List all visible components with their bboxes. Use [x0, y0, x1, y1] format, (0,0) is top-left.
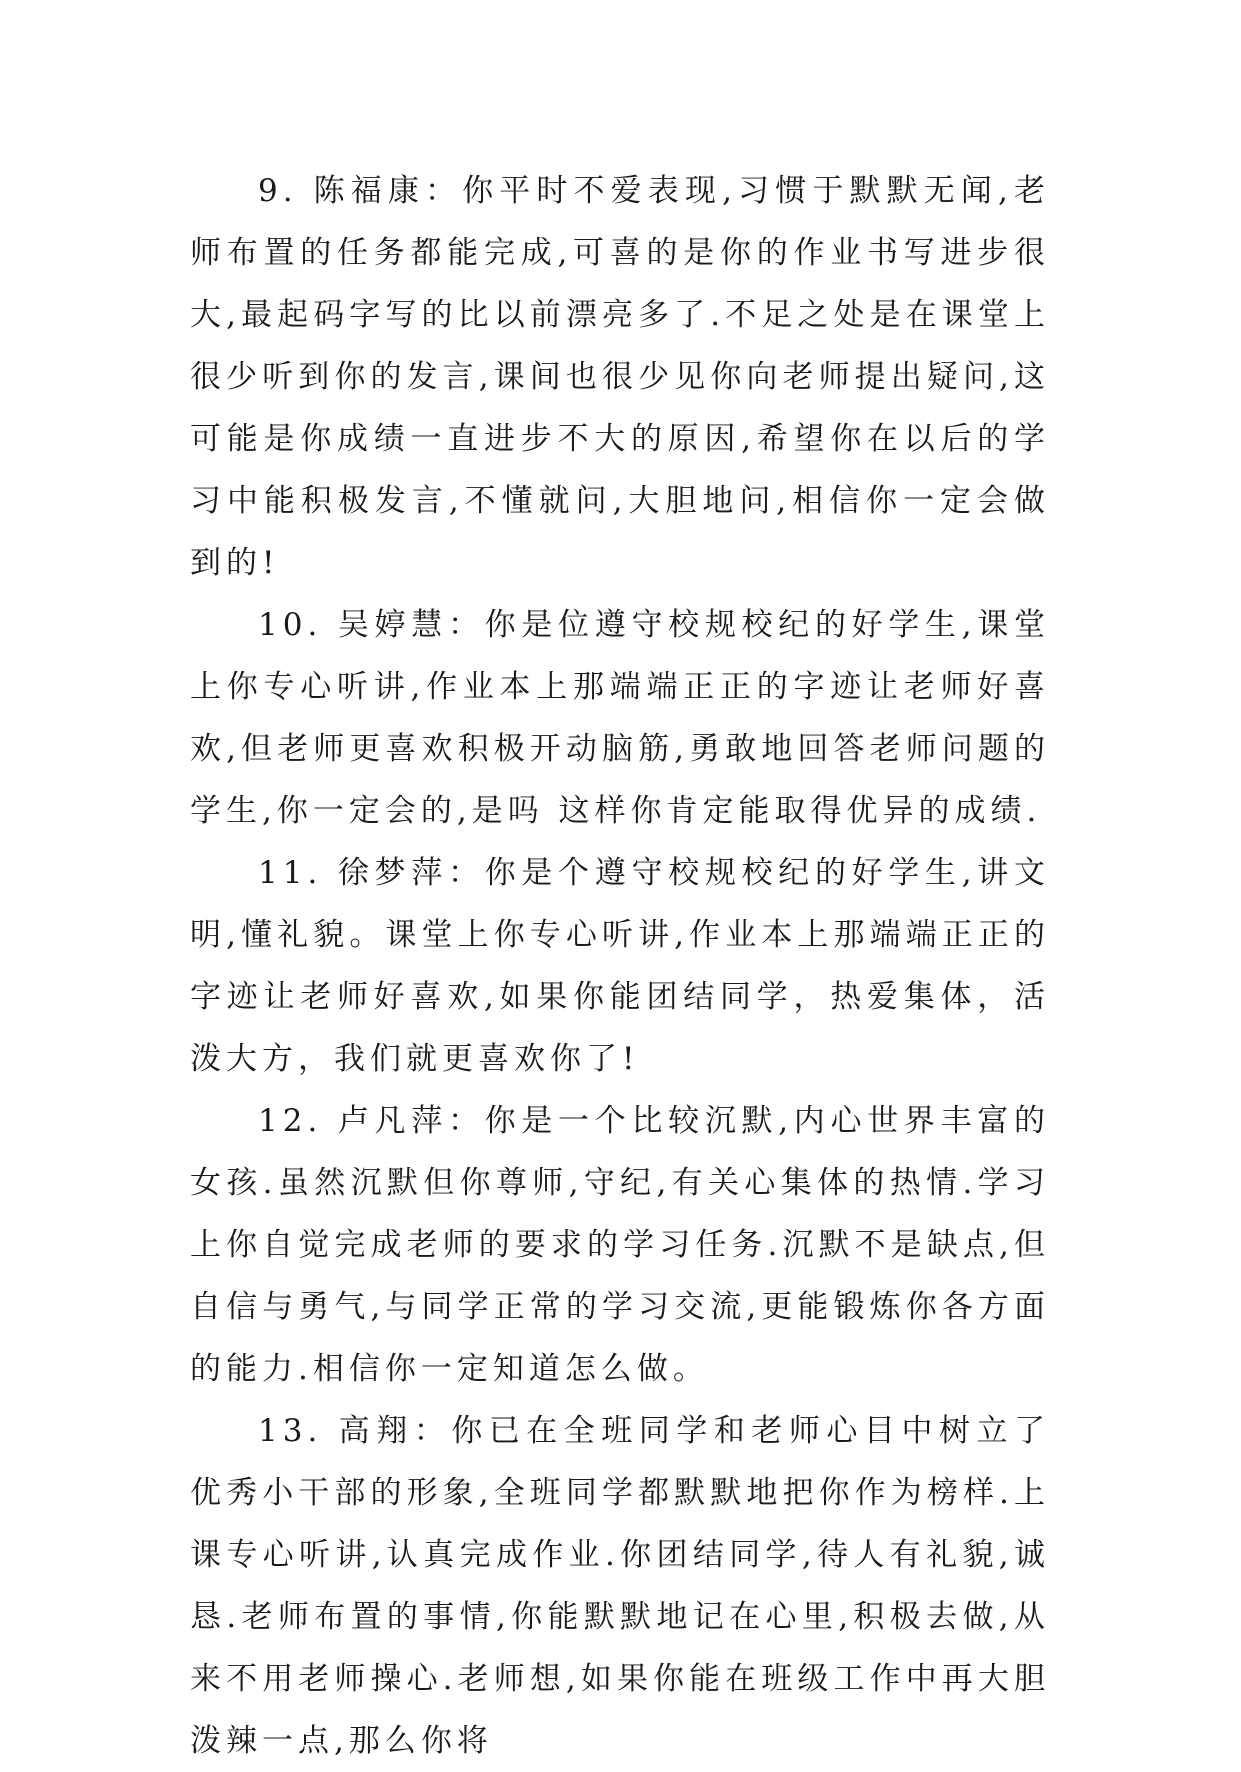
- comment-paragraph-13: 13. 高翔：你已在全班同学和老师心目中树立了优秀小干部的形象,全班同学都默默地把你作为榜样.上课专心听讲,认真完成作业.你团结同学,待人有礼貌,诚恳.老师布置的事情,你能默默地记在心里,积极去做,从来不用老师操心.老师想,如果你能在班级工作中再大胆泼辣一点,那么你将: [190, 1413, 1050, 1759]
- comment-paragraph-10: 10. 吴婷慧：你是位遵守校规校纪的好学生,课堂上你专心听讲,作业本上那端端正正的字迹让老师好喜欢,但老师更喜欢积极开动脑筋,勇敢地回答老师问题的学生,你一定会的,是吗 这样你肯定能取得优异的成绩.: [190, 607, 1050, 829]
- comment-paragraph-12: 12. 卢凡萍：你是一个比较沉默,内心世界丰富的女孩.虽然沉默但你尊师,守纪,有关心集体的热情.学习上你自觉完成老师的要求的学习任务.沉默不是缺点,但自信与勇气,与同学正常的学习交流,更能锻炼你各方面的能力.相信你一定知道怎么做。: [190, 1103, 1050, 1387]
- comment-paragraph-9: 9. 陈福康：你平时不爱表现,习惯于默默无闻,老师布置的任务都能完成,可喜的是你的作业书写进步很大,最起码字写的比以前漂亮多了.不足之处是在课堂上很少听到你的发言,课间也很少见你向老师提出疑问,这可能是你成绩一直进步不大的原因,希望你在以后的学习中能积极发言,不懂就问,大胆地问,相信你一定会做到的!: [190, 173, 1050, 581]
- document-body: [190, 160, 1050, 1772]
- comment-paragraph-11: 11. 徐梦萍：你是个遵守校规校纪的好学生,讲文明,懂礼貌。课堂上你专心听讲,作业本上那端端正正的字迹让老师好喜欢,如果你能团结同学，热爱集体，活泼大方，我们就更喜欢你了!: [190, 855, 1050, 1077]
